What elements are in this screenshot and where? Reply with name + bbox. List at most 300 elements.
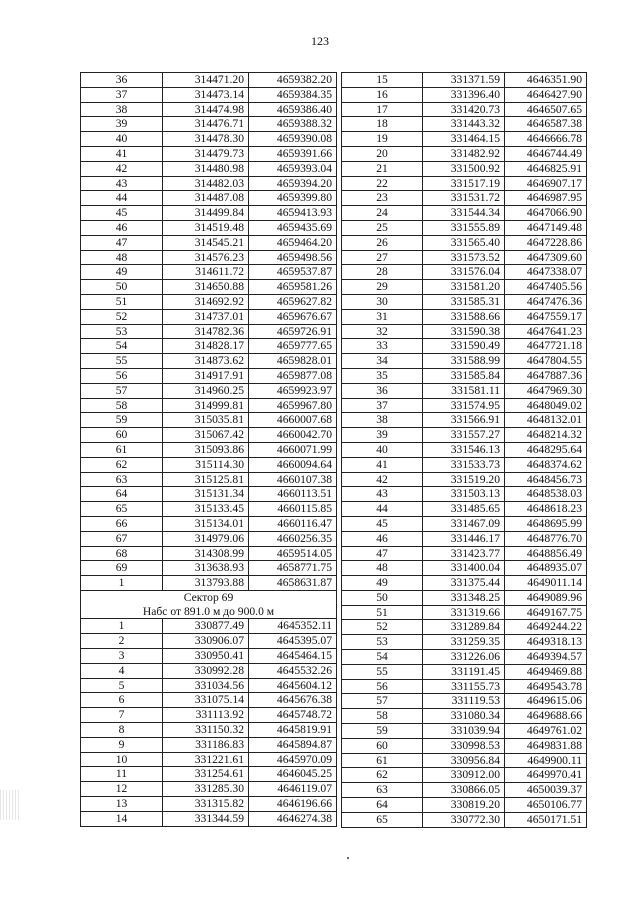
y-coordinate-cell: 4660116.47 bbox=[249, 516, 337, 531]
table-row bbox=[81, 797, 337, 812]
table-row bbox=[342, 635, 587, 650]
y-coordinate-cell: 4645464.15 bbox=[249, 649, 337, 664]
point-number-cell: 61 bbox=[342, 753, 423, 768]
x-coordinate-cell: 331186.83 bbox=[163, 737, 249, 752]
y-coordinate-cell: 4649831.88 bbox=[505, 738, 587, 753]
y-coordinate-cell: 4647721.18 bbox=[505, 339, 587, 354]
y-coordinate-cell: 4649970.41 bbox=[505, 768, 587, 783]
y-coordinate-cell: 4659726.91 bbox=[249, 324, 337, 339]
table-row bbox=[81, 309, 337, 324]
x-coordinate-cell: 331396.40 bbox=[423, 87, 505, 102]
table-row bbox=[81, 619, 337, 634]
y-coordinate-cell: 4649244.22 bbox=[505, 620, 587, 635]
x-coordinate-cell: 331423.77 bbox=[423, 546, 505, 561]
y-coordinate-cell: 4647476.36 bbox=[505, 294, 587, 309]
x-coordinate-cell: 331113.92 bbox=[163, 708, 249, 723]
y-coordinate-cell: 4645748.72 bbox=[249, 708, 337, 723]
y-coordinate-cell: 4646427.90 bbox=[505, 87, 587, 102]
y-coordinate-cell: 4650039.37 bbox=[505, 783, 587, 798]
y-coordinate-cell: 4649318.13 bbox=[505, 635, 587, 650]
table-row bbox=[81, 250, 337, 265]
y-coordinate-cell: 4659581.26 bbox=[249, 280, 337, 295]
y-coordinate-cell: 4645604.12 bbox=[249, 678, 337, 693]
table-row bbox=[342, 724, 587, 739]
table-row bbox=[342, 368, 587, 383]
sector-header bbox=[81, 590, 337, 619]
y-coordinate-cell: 4646274.38 bbox=[249, 811, 337, 826]
y-coordinate-cell: 4645395.07 bbox=[249, 634, 337, 649]
y-coordinate-cell: 4649469.88 bbox=[505, 664, 587, 679]
x-coordinate-cell: 314979.06 bbox=[163, 531, 249, 546]
table-row bbox=[81, 502, 337, 517]
point-number-cell: 64 bbox=[342, 798, 423, 813]
point-number-cell: 8 bbox=[81, 723, 163, 738]
table-row bbox=[81, 811, 337, 826]
point-number-cell: 62 bbox=[81, 457, 163, 472]
point-number-cell: 56 bbox=[81, 368, 163, 383]
left-table-rows-bottom bbox=[81, 619, 337, 826]
table-row bbox=[81, 398, 337, 413]
x-coordinate-cell: 314471.20 bbox=[163, 73, 249, 88]
x-coordinate-cell: 331400.04 bbox=[423, 561, 505, 576]
table-row bbox=[342, 250, 587, 265]
point-number-cell: 48 bbox=[81, 250, 163, 265]
table-row bbox=[342, 220, 587, 235]
y-coordinate-cell: 4648132.01 bbox=[505, 413, 587, 428]
x-coordinate-cell: 330866.05 bbox=[423, 783, 505, 798]
table-row bbox=[81, 324, 337, 339]
point-number-cell: 21 bbox=[342, 161, 423, 176]
x-coordinate-cell: 331315.82 bbox=[163, 797, 249, 812]
y-coordinate-cell: 4647559.17 bbox=[505, 309, 587, 324]
y-coordinate-cell: 4648856.49 bbox=[505, 546, 587, 561]
point-number-cell: 39 bbox=[342, 428, 423, 443]
point-number-cell: 54 bbox=[342, 650, 423, 665]
y-coordinate-cell: 4649089.96 bbox=[505, 590, 587, 605]
point-number-cell: 45 bbox=[81, 206, 163, 221]
point-number-cell: 67 bbox=[81, 531, 163, 546]
point-number-cell: 7 bbox=[81, 708, 163, 723]
x-coordinate-cell: 331503.13 bbox=[423, 487, 505, 502]
table-row bbox=[342, 753, 587, 768]
table-row bbox=[342, 87, 587, 102]
table-row bbox=[342, 73, 587, 88]
table-row bbox=[342, 428, 587, 443]
scan-dot bbox=[347, 857, 349, 859]
y-coordinate-cell: 4645532.26 bbox=[249, 663, 337, 678]
y-coordinate-cell: 4647641.23 bbox=[505, 324, 587, 339]
point-number-cell: 1 bbox=[81, 619, 163, 634]
y-coordinate-cell: 4659923.97 bbox=[249, 383, 337, 398]
table-row bbox=[81, 516, 337, 531]
point-number-cell: 12 bbox=[81, 782, 163, 797]
y-coordinate-cell: 4659514.05 bbox=[249, 546, 337, 561]
point-number-cell: 42 bbox=[342, 472, 423, 487]
y-coordinate-cell: 4648695.99 bbox=[505, 516, 587, 531]
x-coordinate-cell: 314479.73 bbox=[163, 146, 249, 161]
point-number-cell: 60 bbox=[342, 738, 423, 753]
y-coordinate-cell: 4659435.69 bbox=[249, 220, 337, 235]
y-coordinate-cell: 4660256.35 bbox=[249, 531, 337, 546]
y-coordinate-cell: 4645894.87 bbox=[249, 737, 337, 752]
y-coordinate-cell: 4660094.64 bbox=[249, 457, 337, 472]
y-coordinate-cell: 4659386.40 bbox=[249, 102, 337, 117]
y-coordinate-cell: 4647804.55 bbox=[505, 354, 587, 369]
x-coordinate-cell: 315067.42 bbox=[163, 428, 249, 443]
table-row bbox=[342, 383, 587, 398]
point-number-cell: 10 bbox=[81, 752, 163, 767]
point-number-cell: 63 bbox=[81, 472, 163, 487]
x-coordinate-cell: 330956.84 bbox=[423, 753, 505, 768]
y-coordinate-cell: 4658771.75 bbox=[249, 561, 337, 576]
y-coordinate-cell: 4646507.65 bbox=[505, 102, 587, 117]
y-coordinate-cell: 4659390.08 bbox=[249, 132, 337, 147]
x-coordinate-cell: 331371.59 bbox=[423, 73, 505, 88]
y-coordinate-cell: 4658631.87 bbox=[249, 576, 337, 591]
point-number-cell: 1 bbox=[81, 576, 163, 591]
x-coordinate-cell: 314482.03 bbox=[163, 176, 249, 191]
y-coordinate-cell: 4659676.67 bbox=[249, 309, 337, 324]
x-coordinate-cell: 331533.73 bbox=[423, 457, 505, 472]
point-number-cell: 25 bbox=[342, 220, 423, 235]
point-number-cell: 59 bbox=[81, 413, 163, 428]
x-coordinate-cell: 331576.04 bbox=[423, 265, 505, 280]
point-number-cell: 33 bbox=[342, 339, 423, 354]
point-number-cell: 43 bbox=[342, 487, 423, 502]
point-number-cell: 34 bbox=[342, 354, 423, 369]
table-row bbox=[81, 546, 337, 561]
point-number-cell: 23 bbox=[342, 191, 423, 206]
sector-header-row bbox=[81, 590, 337, 619]
table-row bbox=[81, 146, 337, 161]
x-coordinate-cell: 331590.49 bbox=[423, 339, 505, 354]
point-number-cell: 35 bbox=[342, 368, 423, 383]
y-coordinate-cell: 4647309.60 bbox=[505, 250, 587, 265]
table-row bbox=[342, 398, 587, 413]
x-coordinate-cell: 331581.20 bbox=[423, 280, 505, 295]
point-number-cell: 50 bbox=[342, 590, 423, 605]
point-number-cell: 51 bbox=[81, 294, 163, 309]
x-coordinate-cell: 331150.32 bbox=[163, 723, 249, 738]
y-coordinate-cell: 4659537.87 bbox=[249, 265, 337, 280]
point-number-cell: 18 bbox=[342, 117, 423, 132]
x-coordinate-cell: 331588.66 bbox=[423, 309, 505, 324]
x-coordinate-cell: 314999.81 bbox=[163, 398, 249, 413]
table-row bbox=[342, 265, 587, 280]
point-number-cell: 2 bbox=[81, 634, 163, 649]
table-row bbox=[342, 339, 587, 354]
table-row bbox=[342, 783, 587, 798]
point-number-cell: 20 bbox=[342, 146, 423, 161]
x-coordinate-cell: 330906.07 bbox=[163, 634, 249, 649]
point-number-cell: 53 bbox=[81, 324, 163, 339]
point-number-cell: 26 bbox=[342, 235, 423, 250]
y-coordinate-cell: 4645352.11 bbox=[249, 619, 337, 634]
point-number-cell: 30 bbox=[342, 294, 423, 309]
y-coordinate-cell: 4646587.38 bbox=[505, 117, 587, 132]
x-coordinate-cell: 314917.91 bbox=[163, 368, 249, 383]
point-number-cell: 13 bbox=[81, 797, 163, 812]
y-coordinate-cell: 4648374.62 bbox=[505, 457, 587, 472]
table-row bbox=[342, 309, 587, 324]
point-number-cell: 68 bbox=[81, 546, 163, 561]
table-row bbox=[342, 620, 587, 635]
x-coordinate-cell: 331119.53 bbox=[423, 694, 505, 709]
y-coordinate-cell: 4646666.78 bbox=[505, 132, 587, 147]
y-coordinate-cell: 4659391.66 bbox=[249, 146, 337, 161]
x-coordinate-cell: 314611.72 bbox=[163, 265, 249, 280]
point-number-cell: 40 bbox=[342, 442, 423, 457]
x-coordinate-cell: 331344.59 bbox=[163, 811, 249, 826]
y-coordinate-cell: 4648049.02 bbox=[505, 398, 587, 413]
x-coordinate-cell: 331375.44 bbox=[423, 576, 505, 591]
table-row bbox=[81, 472, 337, 487]
point-number-cell: 50 bbox=[81, 280, 163, 295]
y-coordinate-cell: 4659967.80 bbox=[249, 398, 337, 413]
y-coordinate-cell: 4659394.20 bbox=[249, 176, 337, 191]
table-row bbox=[342, 812, 587, 827]
point-number-cell: 19 bbox=[342, 132, 423, 147]
x-coordinate-cell: 330992.28 bbox=[163, 663, 249, 678]
y-coordinate-cell: 4647066.90 bbox=[505, 206, 587, 221]
table-row bbox=[81, 561, 337, 576]
table-row bbox=[81, 206, 337, 221]
y-coordinate-cell: 4649688.66 bbox=[505, 709, 587, 724]
table-row bbox=[81, 102, 337, 117]
table-row bbox=[81, 442, 337, 457]
table-row bbox=[81, 457, 337, 472]
point-number-cell: 61 bbox=[81, 442, 163, 457]
x-coordinate-cell: 314576.23 bbox=[163, 250, 249, 265]
x-coordinate-cell: 331039.94 bbox=[423, 724, 505, 739]
point-number-cell: 53 bbox=[342, 635, 423, 650]
x-coordinate-cell: 313793.88 bbox=[163, 576, 249, 591]
x-coordinate-cell: 314474.98 bbox=[163, 102, 249, 117]
table-row bbox=[342, 294, 587, 309]
table-row bbox=[342, 235, 587, 250]
sector-title: Сектор 69 bbox=[183, 590, 234, 604]
table-row bbox=[342, 146, 587, 161]
table-row bbox=[342, 709, 587, 724]
sector-header-cell bbox=[81, 590, 337, 619]
table-row bbox=[81, 413, 337, 428]
point-number-cell: 4 bbox=[81, 663, 163, 678]
x-coordinate-cell: 315134.01 bbox=[163, 516, 249, 531]
y-coordinate-cell: 4648618.23 bbox=[505, 502, 587, 517]
y-coordinate-cell: 4659464.20 bbox=[249, 235, 337, 250]
point-number-cell: 22 bbox=[342, 176, 423, 191]
table-row bbox=[81, 531, 337, 546]
point-number-cell: 28 bbox=[342, 265, 423, 280]
point-number-cell: 52 bbox=[81, 309, 163, 324]
y-coordinate-cell: 4646045.25 bbox=[249, 767, 337, 782]
x-coordinate-cell: 331226.06 bbox=[423, 650, 505, 665]
point-number-cell: 14 bbox=[81, 811, 163, 826]
table-row bbox=[81, 265, 337, 280]
y-coordinate-cell: 4647969.30 bbox=[505, 383, 587, 398]
x-coordinate-cell: 315125.81 bbox=[163, 472, 249, 487]
x-coordinate-cell: 314692.92 bbox=[163, 294, 249, 309]
point-number-cell: 65 bbox=[342, 812, 423, 827]
point-number-cell: 58 bbox=[342, 709, 423, 724]
x-coordinate-cell: 331555.89 bbox=[423, 220, 505, 235]
x-coordinate-cell: 331221.61 bbox=[163, 752, 249, 767]
table-row bbox=[81, 280, 337, 295]
table-row bbox=[81, 117, 337, 132]
x-coordinate-cell: 313638.93 bbox=[163, 561, 249, 576]
y-coordinate-cell: 4650171.51 bbox=[505, 812, 587, 827]
coordinates-table-right bbox=[341, 72, 587, 828]
table-row bbox=[81, 737, 337, 752]
table-row bbox=[342, 768, 587, 783]
x-coordinate-cell: 331254.61 bbox=[163, 767, 249, 782]
x-coordinate-cell: 331285.30 bbox=[163, 782, 249, 797]
x-coordinate-cell: 331565.40 bbox=[423, 235, 505, 250]
y-coordinate-cell: 4647887.36 bbox=[505, 368, 587, 383]
point-number-cell: 66 bbox=[81, 516, 163, 531]
point-number-cell: 44 bbox=[81, 191, 163, 206]
x-coordinate-cell: 330819.20 bbox=[423, 798, 505, 813]
x-coordinate-cell: 331080.34 bbox=[423, 709, 505, 724]
y-coordinate-cell: 4660107.38 bbox=[249, 472, 337, 487]
table-row bbox=[81, 782, 337, 797]
x-coordinate-cell: 331573.52 bbox=[423, 250, 505, 265]
table-row bbox=[342, 324, 587, 339]
x-coordinate-cell: 330772.30 bbox=[423, 812, 505, 827]
point-number-cell: 54 bbox=[81, 339, 163, 354]
x-coordinate-cell: 330877.49 bbox=[163, 619, 249, 634]
x-coordinate-cell: 314960.25 bbox=[163, 383, 249, 398]
sector-depth-range: Набс от 891.0 м до 900.0 м bbox=[142, 604, 275, 618]
table-row bbox=[81, 752, 337, 767]
point-number-cell: 57 bbox=[81, 383, 163, 398]
x-coordinate-cell: 331574.95 bbox=[423, 398, 505, 413]
x-coordinate-cell: 314519.48 bbox=[163, 220, 249, 235]
point-number-cell: 57 bbox=[342, 694, 423, 709]
y-coordinate-cell: 4647405.56 bbox=[505, 280, 587, 295]
y-coordinate-cell: 4659382.20 bbox=[249, 73, 337, 88]
point-number-cell: 63 bbox=[342, 783, 423, 798]
y-coordinate-cell: 4645676.38 bbox=[249, 693, 337, 708]
point-number-cell: 47 bbox=[81, 235, 163, 250]
table-row bbox=[81, 73, 337, 88]
point-number-cell: 43 bbox=[81, 176, 163, 191]
x-coordinate-cell: 330950.41 bbox=[163, 649, 249, 664]
point-number-cell: 65 bbox=[81, 502, 163, 517]
x-coordinate-cell: 331155.73 bbox=[423, 679, 505, 694]
y-coordinate-cell: 4659498.56 bbox=[249, 250, 337, 265]
point-number-cell: 62 bbox=[342, 768, 423, 783]
page-number: 123 bbox=[311, 34, 329, 48]
point-number-cell: 49 bbox=[81, 265, 163, 280]
y-coordinate-cell: 4646744.49 bbox=[505, 146, 587, 161]
x-coordinate-cell: 331546.13 bbox=[423, 442, 505, 457]
y-coordinate-cell: 4659413.93 bbox=[249, 206, 337, 221]
table-row bbox=[81, 708, 337, 723]
scan-artifact bbox=[0, 790, 20, 820]
y-coordinate-cell: 4649011.14 bbox=[505, 576, 587, 591]
point-number-cell: 31 bbox=[342, 309, 423, 324]
x-coordinate-cell: 314480.98 bbox=[163, 161, 249, 176]
right-table-rows bbox=[342, 73, 587, 828]
y-coordinate-cell: 4649761.02 bbox=[505, 724, 587, 739]
table-row bbox=[342, 561, 587, 576]
x-coordinate-cell: 315035.81 bbox=[163, 413, 249, 428]
y-coordinate-cell: 4646825.91 bbox=[505, 161, 587, 176]
y-coordinate-cell: 4648776.70 bbox=[505, 531, 587, 546]
table-row bbox=[342, 132, 587, 147]
y-coordinate-cell: 4648935.07 bbox=[505, 561, 587, 576]
x-coordinate-cell: 331588.99 bbox=[423, 354, 505, 369]
table-row bbox=[81, 649, 337, 664]
table-row bbox=[81, 235, 337, 250]
table-row bbox=[81, 87, 337, 102]
point-number-cell: 47 bbox=[342, 546, 423, 561]
x-coordinate-cell: 331590.38 bbox=[423, 324, 505, 339]
point-number-cell: 16 bbox=[342, 87, 423, 102]
point-number-cell: 45 bbox=[342, 516, 423, 531]
table-row bbox=[342, 354, 587, 369]
x-coordinate-cell: 331446.17 bbox=[423, 531, 505, 546]
x-coordinate-cell: 331443.32 bbox=[423, 117, 505, 132]
x-coordinate-cell: 330912.00 bbox=[423, 768, 505, 783]
point-number-cell: 38 bbox=[81, 102, 163, 117]
x-coordinate-cell: 315114.30 bbox=[163, 457, 249, 472]
point-number-cell: 51 bbox=[342, 605, 423, 620]
x-coordinate-cell: 331531.72 bbox=[423, 191, 505, 206]
point-number-cell: 6 bbox=[81, 693, 163, 708]
y-coordinate-cell: 4659627.82 bbox=[249, 294, 337, 309]
table-row bbox=[342, 280, 587, 295]
y-coordinate-cell: 4648456.73 bbox=[505, 472, 587, 487]
x-coordinate-cell: 331467.09 bbox=[423, 516, 505, 531]
x-coordinate-cell: 314487.08 bbox=[163, 191, 249, 206]
point-number-cell: 24 bbox=[342, 206, 423, 221]
table-row bbox=[342, 206, 587, 221]
table-row bbox=[342, 117, 587, 132]
x-coordinate-cell: 314308.99 bbox=[163, 546, 249, 561]
x-coordinate-cell: 314873.62 bbox=[163, 354, 249, 369]
point-number-cell: 15 bbox=[342, 73, 423, 88]
x-coordinate-cell: 331485.65 bbox=[423, 502, 505, 517]
table-row bbox=[81, 678, 337, 693]
y-coordinate-cell: 4647338.07 bbox=[505, 265, 587, 280]
y-coordinate-cell: 4646196.66 bbox=[249, 797, 337, 812]
y-coordinate-cell: 4660007.68 bbox=[249, 413, 337, 428]
x-coordinate-cell: 331075.14 bbox=[163, 693, 249, 708]
table-row bbox=[81, 132, 337, 147]
x-coordinate-cell: 331500.92 bbox=[423, 161, 505, 176]
point-number-cell: 38 bbox=[342, 413, 423, 428]
table-row bbox=[81, 634, 337, 649]
x-coordinate-cell: 314782.36 bbox=[163, 324, 249, 339]
table-row bbox=[81, 767, 337, 782]
y-coordinate-cell: 4646351.90 bbox=[505, 73, 587, 88]
point-number-cell: 69 bbox=[81, 561, 163, 576]
point-number-cell: 44 bbox=[342, 502, 423, 517]
y-coordinate-cell: 4659388.32 bbox=[249, 117, 337, 132]
x-coordinate-cell: 314499.84 bbox=[163, 206, 249, 221]
table-row bbox=[81, 354, 337, 369]
y-coordinate-cell: 4659777.65 bbox=[249, 339, 337, 354]
table-row bbox=[81, 368, 337, 383]
x-coordinate-cell: 331581.11 bbox=[423, 383, 505, 398]
point-number-cell: 48 bbox=[342, 561, 423, 576]
point-number-cell: 46 bbox=[81, 220, 163, 235]
table-row bbox=[342, 487, 587, 502]
point-number-cell: 36 bbox=[342, 383, 423, 398]
table-row bbox=[342, 457, 587, 472]
